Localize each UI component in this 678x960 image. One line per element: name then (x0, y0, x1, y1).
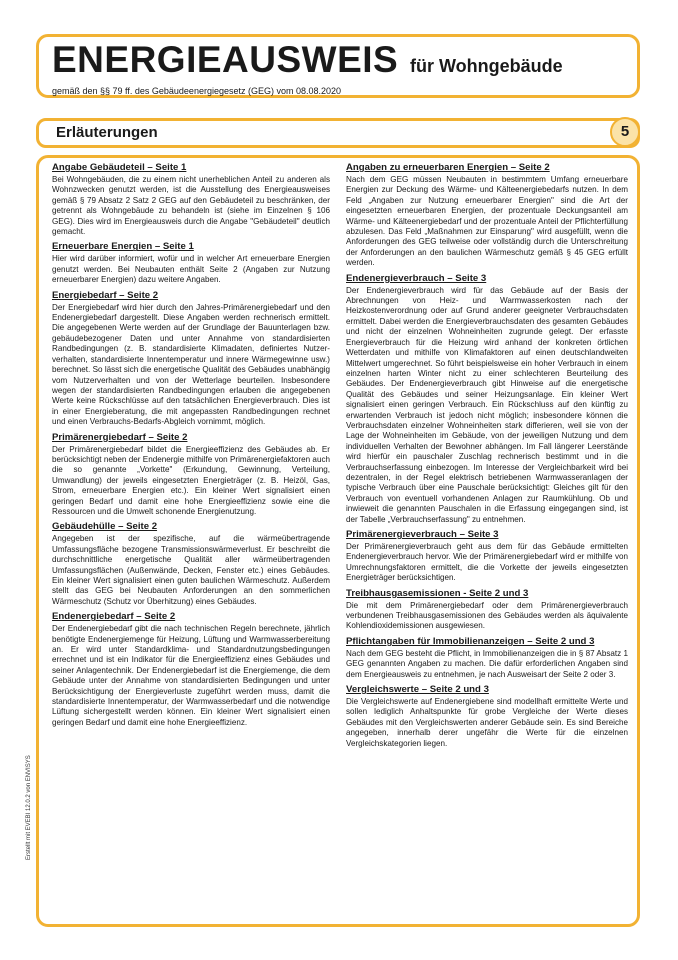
section-primaerenergieverbrauch (346, 529, 628, 584)
left-column (52, 162, 330, 732)
section-text: Der Energiebedarf wird hier durch den Jahres-Primärenergiebedarf und den Endenergiebedarf dargestellt. Diese Angaben werden rechnerisch ermittelt. Die angegebenen Werte werden auf der Grundlage der Bauunterlagen bzw. gebäudebezogener Daten und unter Annahme von standardisierten Randbedingungen (z. B. standardisierte Klimadaten, definiertes Nutzer-verhalten, standardisierte Innentemperatur und innere Wärmegewinne usw.) berechnet. So lässt sich die energetische Qualität des Gebäudes unabhängig vom Nutzerverhalten und von der Wetterlage beurteilen. Insbesondere wegen der standardisierten Randbedingungen erlauben die angegebenen Werte keine Rückschlüsse auf den tatsächlichen Energieverbrauch. Dies ist in einer Energieberatung, die mit angepassten Randbedingungen rechnet und einen Verbrauchs-Bedarfs-Abgleich vornimmt, möglich. (52, 302, 330, 427)
section-gebaeudehuelle (52, 521, 330, 607)
section-heading: Angaben zu erneuerbaren Energien – Seite 2 (346, 162, 550, 173)
page-number-badge: 5 (610, 117, 640, 147)
section-text: Die mit dem Primärenergiebedarf oder dem Primärenergieverbrauch verbundenen Treibhausgasemissionen des Gebäudes werden als äquivalente Kohlendioxidemissionen ausgewiesen. (346, 600, 628, 631)
section-erneuerbare-energien (52, 241, 330, 285)
section-text: Hier wird darüber informiert, wofür und in welcher Art erneuerbare Energien genutzt werden. Bei Neubauten enthält Seite 2 (Angaben zur Nutzung erneuerbarer Energien) dazu weitere Angaben. (52, 254, 330, 285)
section-heading: Endenergiebedarf – Seite 2 (52, 611, 176, 623)
section-primaerenergiebedarf (52, 432, 330, 518)
section-heading: Pflichtangaben für Immobilienanzeigen – Seite 2 und 3 (346, 635, 595, 647)
section-heading: Primärenergiebedarf – Seite 2 (52, 431, 188, 443)
software-credit-note: Erstellt mit EVEBI 12.0.2 von ENVISYS (26, 755, 32, 860)
section-endenergieverbrauch (346, 273, 628, 525)
right-column (346, 162, 628, 753)
section-text: Angegeben ist der spezifische, auf die wärmeübertragende Umfassungsfläche bezogene Transmissionswärmeverlust. Er beschreibt die durchschnittliche energetische Qualität aller wärmeübertragenden Umfassungsflächen (Außenwände, Decken, Fenster etc.) eines Gebäudes. Ein kleiner Wert signalisiert einen guten baulichen Wärmeschutz. Außerdem stellt das GEG bei Neubauten Anforderungen an den sommerlichen Wärmeschutz (Schutz vor Überhitzung) eines Gebäudes. (52, 534, 330, 606)
section-text: Der Endenergieverbrauch wird für das Gebäude auf der Basis der Abrechnungen von Heiz- und Warmwasserkosten nach der Heizkostenverordnung oder auf Grund anderer geeigneter Verbrauchsdaten ermittelt. Dabei werden die Energieverbrauchsdaten des gesamten Gebäudes und nicht der einzelnen Wohneinheiten zugrunde gelegt. Der erfasste Energieverbrauch für die Heizung wird anhand der konkreten örtlichen Wetterdaten und mithilfe von Klimafaktoren auf einen deutschlandweiten Mittelwert umgerechnet. So führt beispielsweise ein hoher Verbrauch in einem einzelnen harten Winter nicht zu einer schlechteren Beurteilung des Gebäudes. Der Endenergieverbrauch gibt Hinweise auf die energetische Qualität des Gebäudes und seiner Heizungsanlage. Ein kleiner Wert signalisiert einen geringen Verbrauch. Ein Rückschluss auf den künftig zu erwartenden Verbrauch ist jedoch nicht möglich; insbesondere können die Verbrauchsdaten einzelner Wohneinheiten stark differieren, weil sie von der Lage der Wohneinheiten im Gebäude, von der jeweiligen Nutzung und dem individuellen Verhalten der Bewohner abhängen. Im Fall längerer Leerstände wird hierfür ein pauschaler Zuschlag rechnerisch bestimmt und in die Verbrauchserfassung einbezogen. Im Interesse der Vergleichbarkeit wird bei dezentralen, in der Regel elektrisch betriebenen Warmwasseranlagen der typische Verbrauch über eine Pauschale berücksichtigt: Gleiches gilt für den Verbrauch von eventuell vorhandenen Anlagen zur Raumkühlung. Ob und inwieweit die genannten Pauschalen in die Erfassung eingegangen sind, ist der Tabelle „Verbrauchserfassung" zu entnehmen. (346, 285, 628, 524)
document-subtitle: für Wohngebäude (410, 56, 563, 76)
section-heading: Treibhausgasemissionen - Seite 2 und 3 (346, 587, 529, 599)
section-heading: Erneuerbare Energien – Seite 1 (52, 241, 194, 253)
section-vergleichswerte (346, 684, 628, 749)
section-angaben-erneuerbare-energien (346, 162, 628, 269)
section-text: Nach dem GEG besteht die Pflicht, in Immobilienanzeigen die in § 87 Absatz 1 GEG genannten Angaben zu machen. Die dafür erforderlichen Angaben sind dem Energieausweis zu entnehmen, je nach Ausweisart der Seite 2 oder 3. (346, 648, 628, 679)
section-heading: Gebäudehülle – Seite 2 (52, 521, 158, 533)
section-heading: Primärenergieverbrauch – Seite 3 (346, 529, 499, 540)
section-heading: Vergleichswerte – Seite 2 und 3 (346, 684, 489, 696)
section-text: Der Primärenergiebedarf bildet die Energieeffizienz des Gebäudes ab. Er berücksichtigt neben der Endenergie mithilfe von Primärenergiefaktoren auch die so genannte „Vorkette" (Erkundung, Gewinnung, Verteilung, Umwandlung) der jeweils eingesetzten Energieträger (z. B. Heizöl, Gas, Strom, erneuerbare Energien etc.). Ein kleiner Wert signalisiert einen geringen Bedarf und damit eine hohe Energieeffizienz sowie eine die Ressourcen und die Umwelt schonende Energienutzung. (52, 444, 330, 516)
section-heading: Angabe Gebäudeteil – Seite 1 (52, 162, 187, 173)
legal-basis-note: gemäß den §§ 79 ff. des Gebäudeenergiegesetz (GEG) vom 08.08.2020 (52, 86, 342, 96)
document-title: ENERGIEAUSWEIS (52, 39, 399, 80)
section-heading: Energiebedarf – Seite 2 (52, 289, 159, 301)
section-treibhausgasemissionen (346, 588, 628, 632)
section-title: Erläuterungen (56, 124, 158, 141)
section-pflichtangaben (346, 636, 628, 680)
section-angabe-gebaeudeteil (52, 162, 330, 237)
section-text: Nach dem GEG müssen Neubauten in bestimmtem Umfang erneuerbare Energien zur Deckung des Wärme- und Kälteenergiebedarfs nutzen. In dem Feld „Angaben zur Nutzung erneuerbarer Energien" sind die Art der eingesetzten erneuerbaren Energien, der prozentuale Deckungsanteil am Wärme- und Kälteenergiebedarf und der prozentuale Anteil der Pflichterfüllung abzulesen. Das Feld „Maßnahmen zur Einsparung" wird ausgefüllt, wenn die Anforderungen des GEG teilweise oder vollständig durch die Unterschreitung der Anforderungen an den baulichen Wärmeschutz gemäß § 45 GEG erfüllt werden. (346, 175, 628, 268)
section-heading: Endenergieverbrauch – Seite 3 (346, 272, 487, 284)
section-energiebedarf (52, 290, 330, 428)
section-text: Die Vergleichswerte auf Endenergiebene sind modellhaft ermittelte Werte und sollen lediglich Anhaltspunkte für grobe Vergleiche der Werte dieses Gebäudes mit den Vergleichswerten anderer Gebäude sein. Es sind Bereiche angegeben, innerhalb derer ungefähr die Werte für die einzelnen Vergleichskategorien liegen. (346, 697, 628, 748)
section-text: Bei Wohngebäuden, die zu einem nicht unerheblichen Anteil zu anderen als Wohnzwecken genutzt werden, ist die Ausstellung des Energieausweises gemäß § 79 Absatz 2 Satz 2 GEG auf den Gebäudeteil zu beschränken, der getrennt als Wohngebäude zu behandeln ist (siehe im Einzelnen § 106 GEG). Dies wird im Energieausweis durch die Angabe "Gebäudeteil" deutlich gemacht. (52, 175, 330, 237)
section-text: Der Primärenergieverbrauch geht aus dem für das Gebäude ermittelten Endenergieverbrauch hervor. Wie der Primärenergiebedarf wird er mithilfe von Umrechnungsfaktoren ermittelt, die die Vorkette der jeweils eingesetzten Energieträger berücksichtigen. (346, 542, 628, 583)
section-text: Der Endenergiebedarf gibt die nach technischen Regeln berechnete, jährlich benötigte Endenergiemenge für Heizung, Lüftung und Warmwasserbereitung an. Er wird unter Standardklima- und Standardnutzungsbedingungen errechnet und ist ein Indikator für die Energieeffizienz eines Gebäudes und seiner Anlagentechnik. Der Endenergiebedarf ist die Energiemenge, die dem Gebäude unter der Annahme von standardisierten Bedingungen und unter Berücksichtigung der Energieverluste zugeführt werden muss, damit die standardisierte Innentemperatur, der Warmwasserbedarf und die notwendige Lüftung sichergestellt werden können. Ein kleiner Wert signalisiert einen geringen Bedarf und damit eine hohe Energieeffizienz. (52, 624, 330, 727)
section-endenergiebedarf (52, 611, 330, 728)
